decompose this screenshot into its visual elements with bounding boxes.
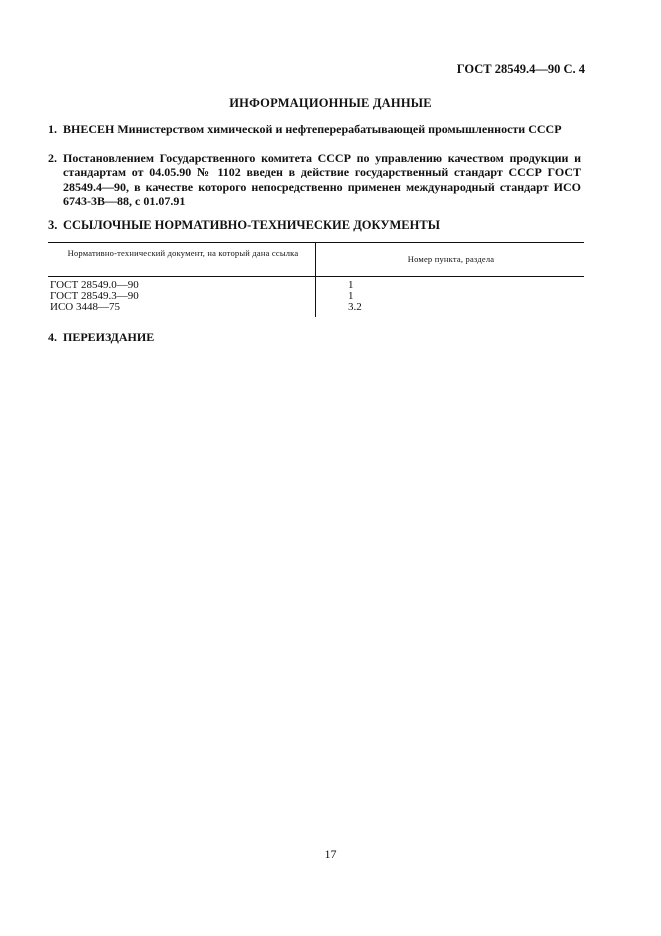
item-text: ССЫЛОЧНЫЕ НОРМАТИВНО-ТЕХНИЧЕСКИЕ ДОКУМЕНТЫ [63,218,440,232]
item-text: Постановлением Государственного комитета СССР по управлению качеством продукции и стандартам от 04.05.90 № 1102 введен в действие государственный стандарт СССР ГОСТ 28549.4—90, в качестве которого непосредственно применен международный стандарт ИСО 6743-3В—88, с 01.07.91 [63,151,581,209]
item-number: 2. [48,151,57,165]
table-row [48,302,584,313]
table-cell-document: ГОСТ 28549.3—90 [50,290,139,302]
column-header-clause: Номер пункта, раздела [407,254,495,264]
table-cell-clause: 1 [348,279,354,291]
header-code: ГОСТ 28549.4—90 С. 4 [456,62,585,76]
section-item-3 [48,218,581,232]
table-row [48,291,584,302]
table-cell-clause: 1 [348,290,354,302]
section-item-1 [48,122,581,136]
page-number: 17 [324,847,337,861]
item-number: 1. [48,122,57,136]
table-cell-document: ГОСТ 28549.0—90 [50,279,139,291]
item-number: 4. [48,330,57,344]
item-text: ПЕРЕИЗДАНИЕ [63,330,155,344]
table-cell-document: ИСО 3448—75 [50,301,120,313]
table-header-rule [48,276,584,277]
item-text: ВНЕСЕН Министерством химической и нефтеперерабатывающей промышленности СССР [63,122,562,136]
page-title: ИНФОРМАЦИОННЫЕ ДАННЫЕ [229,96,432,110]
table-cell-clause: 3.2 [348,301,362,313]
item-number: 3. [48,218,58,232]
section-item-2 [48,151,581,209]
table-top-rule [48,242,584,243]
section-item-4 [48,330,581,344]
column-header-document: Нормативно-технический документ, на который дана ссылка [67,248,299,258]
